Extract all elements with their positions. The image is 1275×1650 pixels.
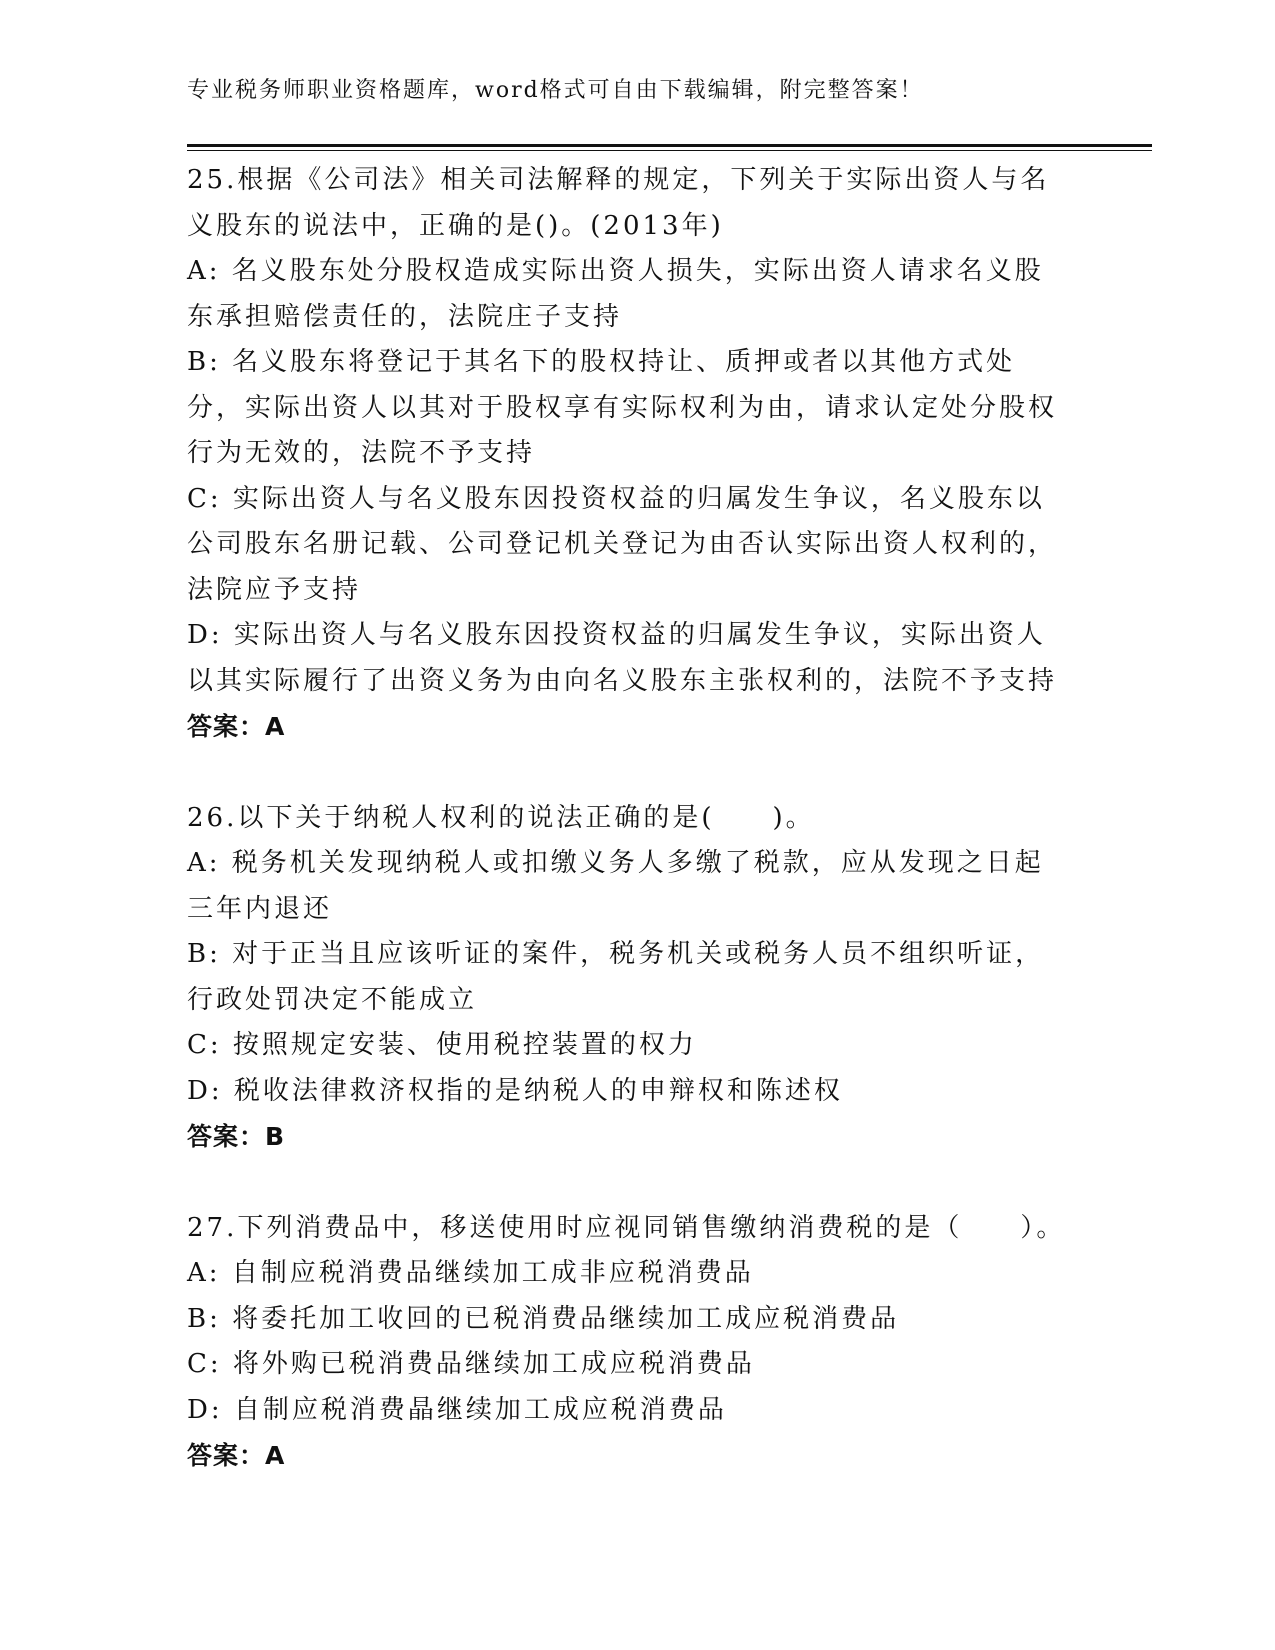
question-stem: 26.以下关于纳税人权利的说法正确的是( )。 — [187, 802, 815, 833]
header-rule-thick — [187, 144, 1152, 147]
question-27 — [187, 1206, 1072, 1479]
answer: 答案：A — [187, 1441, 286, 1470]
option-d: D: 税收法律救济权指的是纳税人的申辩权和陈述权 — [187, 1075, 843, 1106]
option-b: B: 对于正当且应该听证的案件，税务机关或税务人员不组织听证，行政处罚决定不能成立 — [187, 939, 1045, 1015]
option-d: D: 自制应税消费晶继续加工成应税消费品 — [187, 1394, 727, 1425]
option-d: D: 实际出资人与名义股东因投资权益的归属发生争议，实际出资人以其实际履行了出资义务为由向名义股东主张权利的，法院不予支持 — [187, 620, 1058, 696]
header-rule-thin — [187, 150, 1152, 151]
option-a: A: 自制应税消费品继续加工成非应税消费品 — [187, 1258, 754, 1288]
option-c: C: 实际出资人与名义股东因投资权益的归属发生争议，名义股东以公司股东名册记载、公司登记机关登记为由否认实际出资人权利的，法院应予支持 — [187, 483, 1058, 605]
option-c: C: 将外购已税消费品继续加工成应税消费品 — [187, 1349, 755, 1379]
option-b: B: 将委托加工收回的已税消费品继续加工成应税消费品 — [187, 1303, 900, 1334]
page-header: 专业税务师职业资格题库，word格式可自由下载编辑，附完整答案！ — [187, 78, 924, 103]
option-c: C: 按照规定安装、使用税控装置的权力 — [187, 1030, 697, 1060]
option-b: B: 名义股东将登记于其名下的股权持让、质押或者以其他方式处分，实际出资人以其对于股权享有实际权利为由，请求认定处分股权行为无效的，法院不予支持 — [187, 347, 1058, 468]
answer: 答案：A — [187, 712, 286, 741]
option-a: A: 名义股东处分股权造成实际出资人损失，实际出资人请求名义股东承担赔偿责任的，法院庄子支持 — [187, 256, 1044, 332]
question-25 — [187, 158, 1072, 750]
question-list — [187, 158, 1072, 1525]
question-stem: 27.下列消费品中，移送使用时应视同销售缴纳消费税的是（ ）。 — [187, 1212, 1066, 1243]
question-stem: 25.根据《公司法》相关司法解释的规定，下列关于实际出资人与名义股东的说法中，正确的是()。(2013年) — [187, 165, 1050, 241]
option-a: A: 税务机关发现纳税人或扣缴义务人多缴了税款，应从发现之日起三年内退还 — [187, 848, 1044, 924]
question-26 — [187, 796, 1072, 1160]
answer: 答案：B — [187, 1122, 286, 1151]
